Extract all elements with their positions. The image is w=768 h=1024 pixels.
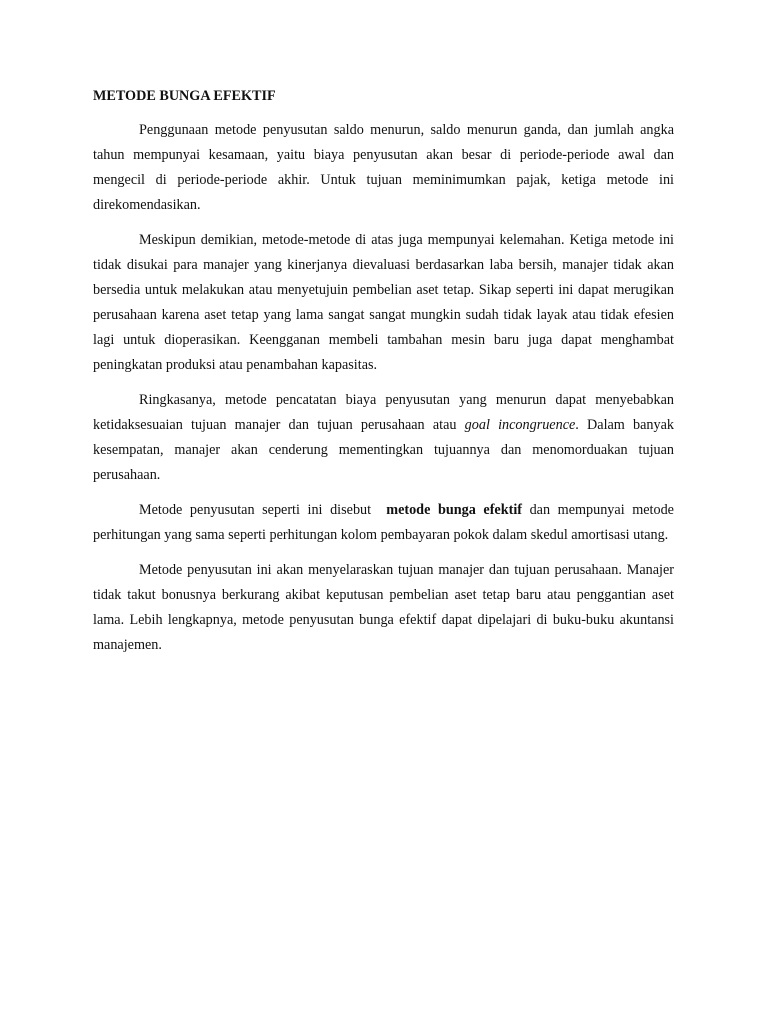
paragraph-4-text-end: dan mempunyai metode perhitungan yang sama seperti perhitungan kolom pembayaran pokok dalam skedul amortisasi utang. [93, 502, 674, 543]
document-title: METODE BUNGA EFEKTIF [93, 88, 276, 104]
paragraph-4-bold-term: metode bunga efektif [386, 502, 522, 518]
paragraph-5: Metode penyusutan ini akan menyelaraskan tujuan manajer dan tujuan perusahaan. Manajer tidak takut bonusnya berkurang akibat keputusan pembelian aset tetap baru atau penggantian aset lama. Lebih lengkapnya, metode penyusutan bunga efektif dapat dipelajari di buku-buku akuntansi manajemen. [93, 562, 674, 653]
paragraph-3 [93, 388, 674, 488]
paragraph-3-italic-term: goal incongruence [464, 417, 576, 433]
paragraph-2: Meskipun demikian, metode-metode di atas juga mempunyai kelemahan. Ketiga metode ini tidak disukai para manajer yang kinerjanya dievaluasi berdasarkan laba bersih, manajer tidak akan bersedia untuk melakukan atau menyetujuin pembelian aset tetap. Sikap seperti ini dapat merugikan perusahaan karena aset tetap yang lama sangat sangat mungkin sudah tidak layak atau tidak efesien lagi untuk dioperasikan. Keengganan membeli tambahan mesin baru juga dapat menghambat peningkatan produksi atau penambahan kapasitas. [93, 232, 674, 373]
paragraph-4-text-start: Metode penyusutan seperti ini disebut [139, 502, 387, 518]
paragraph-4 [93, 498, 674, 548]
paragraph-1: Penggunaan metode penyusutan saldo menurun, saldo menurun ganda, dan jumlah angka tahun mempunyai kesamaan, yaitu biaya penyusutan akan besar di periode-periode awal dan mengecil di periode-periode akhir. Untuk tujuan meminimumkan pajak, ketiga metode ini direkomendasikan. [93, 122, 674, 213]
paragraph-3-text-start: Ringkasanya, metode pencatatan biaya penyusutan yang menurun dapat menyebabkan ketidaksesuaian tujuan manajer dan tujuan perusahaan atau [93, 392, 674, 433]
paragraph-3-text-end: . Dalam banyak kesempatan, manajer akan cenderung mementingkan tujuannya dan menomorduakan tujuan perusahaan. [93, 417, 675, 483]
document-page [93, 84, 674, 668]
